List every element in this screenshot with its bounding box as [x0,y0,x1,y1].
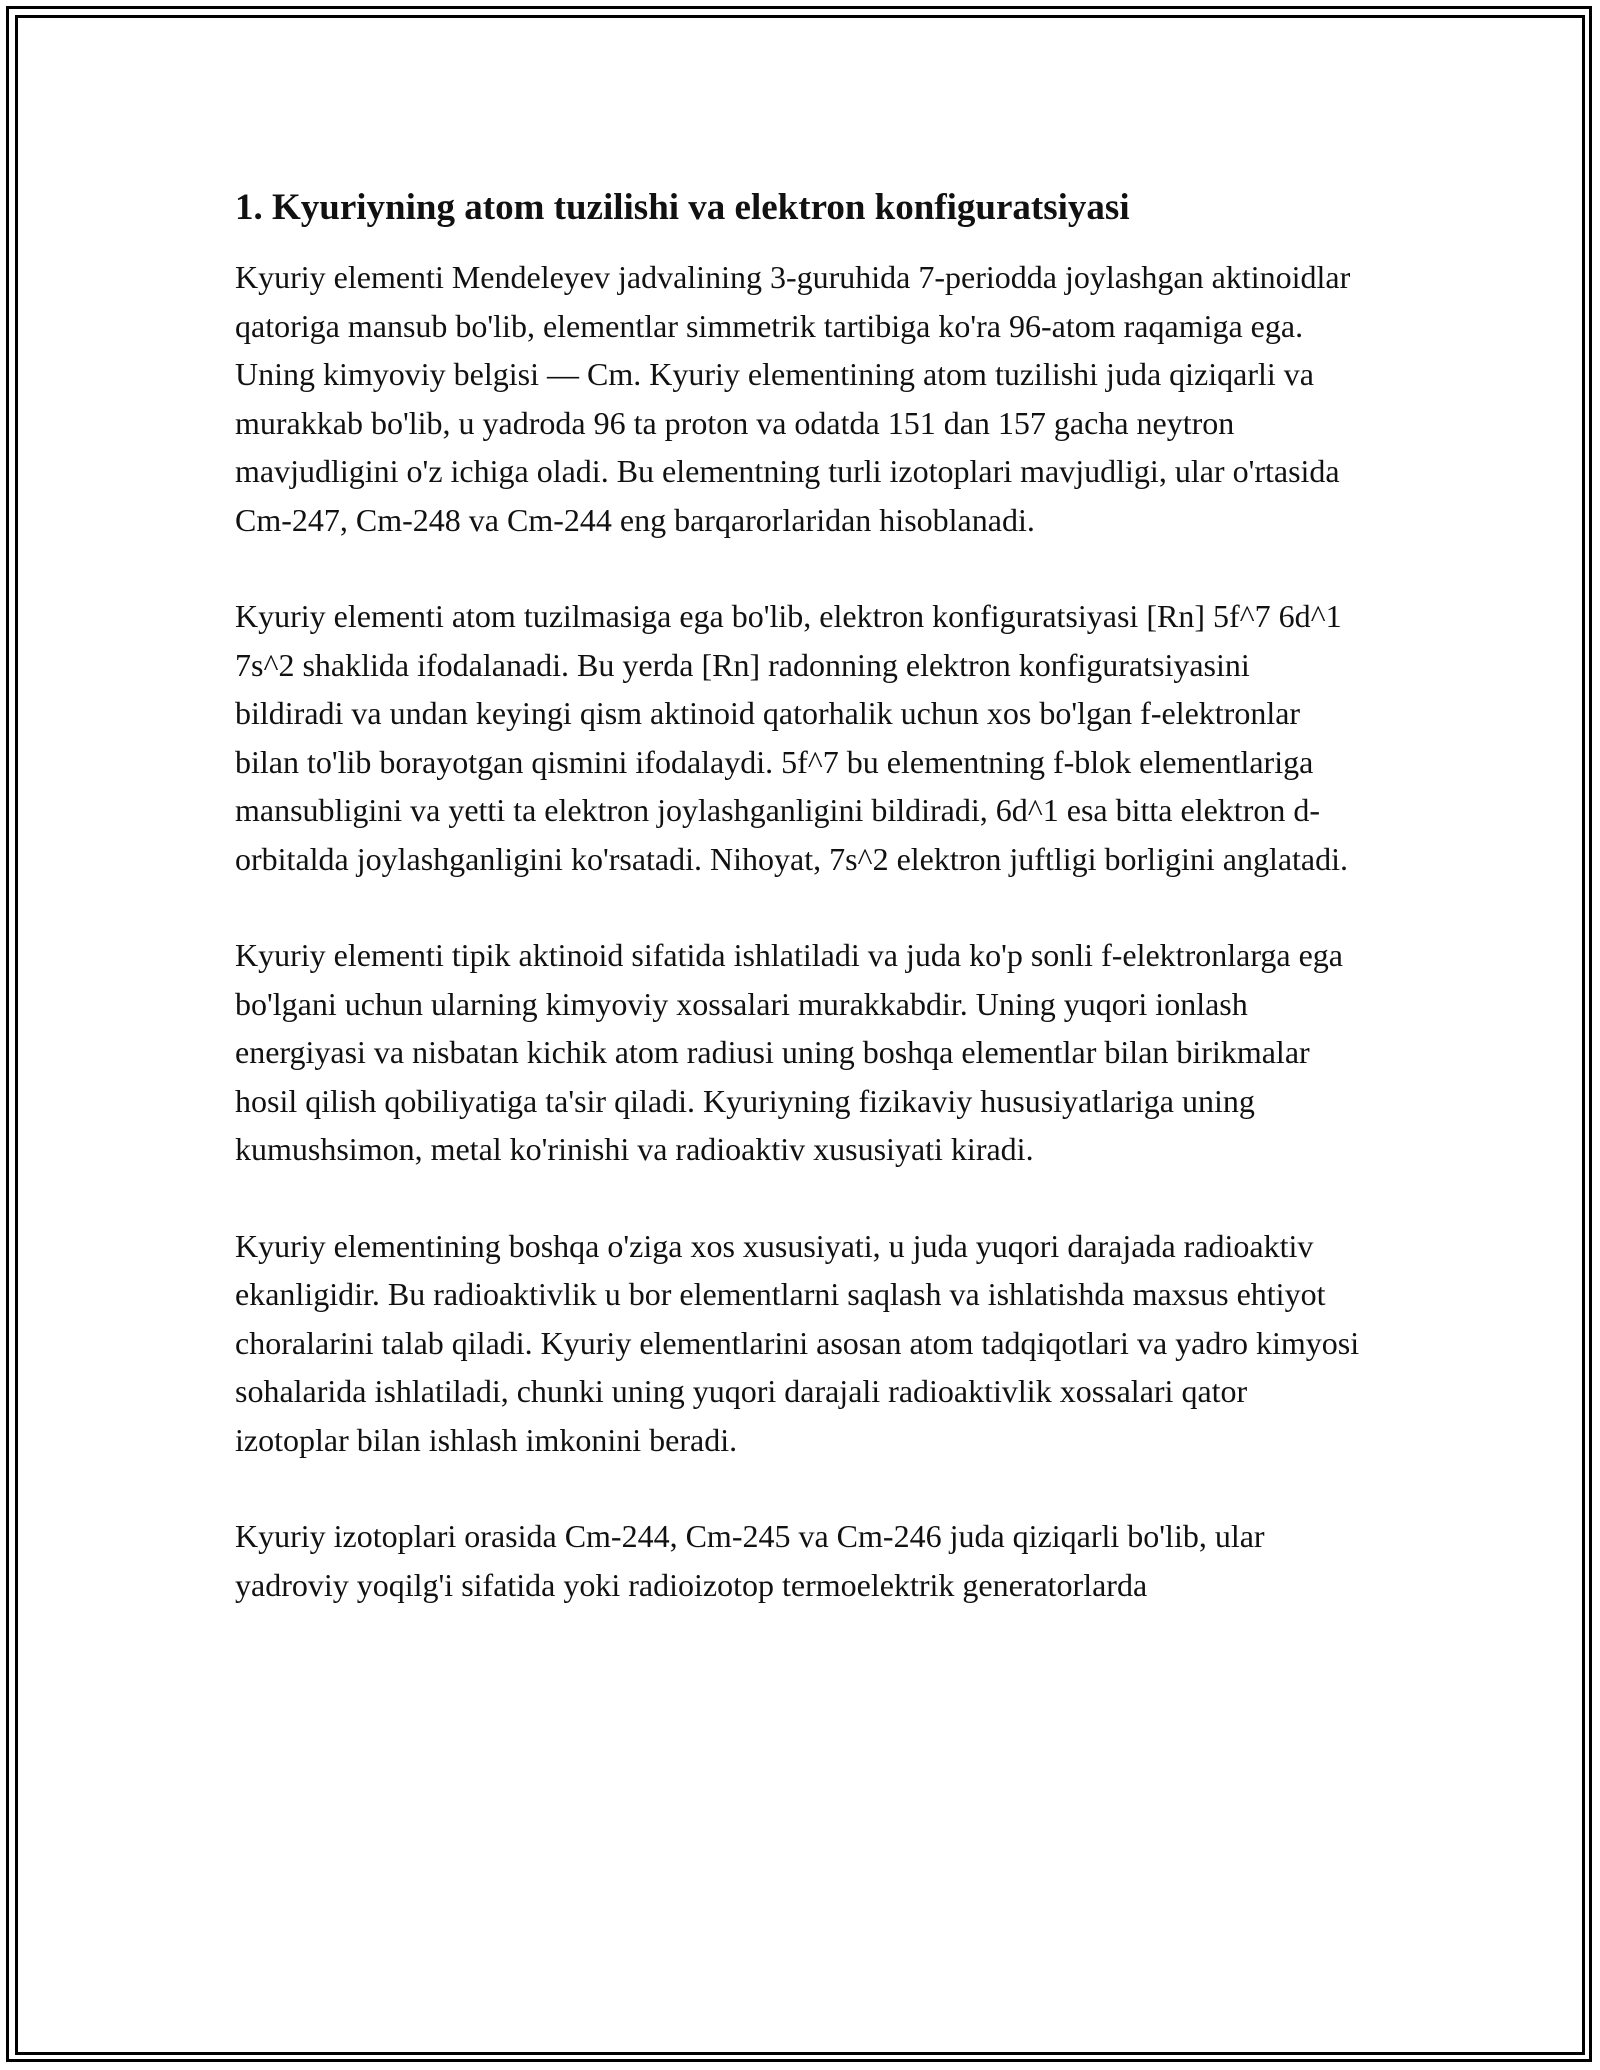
section-heading: 1. Kyuriyning atom tuzilishi va elektron konfiguratsiyasi [235,187,1130,228]
paragraph-electron-configuration: Kyuriy elementi atom tuzilmasiga ega bo'lib, elektron konfiguratsiyasi [Rn] 5f^7 6d^1 7s^2 shaklida ifodalanadi. Bu yerda [Rn] radonning elektron konfiguratsiyasini bildiradi va undan keyingi qism aktinoid qatorhalik uchun xos bo'lgan f-elektronlar bilan to'lib borayotgan qismini ifodalaydi. 5f^7 bu elementning f-blok elementlariga mansubligini va yetti ta elektron joylashganligini bildiradi, 6d^1 esa bitta elektron d-orbitalda joylashganligini ko'rsatadi. Nihoyat, 7s^2 elektron juftligi borligini anglatadi. [235,598,1349,877]
paragraph-radioactivity: Kyuriy elementining boshqa o'ziga xos xususiyati, u juda yuqori darajada radioaktiv ekanligidir. Bu radioaktivlik u bor elementlarni saqlash va ishlatishda maxsus ehtiyot choralarini talab qiladi. Kyuriy elementlarini asosan atom tadqiqotlari va yadro kimyosi sohalarida ishlatiladi, chunki uning yuqori darajali radioaktivlik xossalari qator izotoplar bilan ishlash imkonini beradi. [235,1227,1360,1458]
document-body [235,185,1365,1657]
paragraph-chemical-properties: Kyuriy elementi tipik aktinoid sifatida ishlatiladi va juda ko'p sonli f-elektronlarga ega bo'lgani uchun ularning kimyoviy xossalari murakkabdir. Uning yuqori ionlash energiyasi va nisbatan kichik atom radiusi uning boshqa elementlar bilan birikmalar hosil qilish qobiliyatiga ta'sir qiladi. Kyuriyning fizikaviy hususiyatlariga uning kumushsimon, metal ko'rinishi va radioaktiv xususiyati kiradi. [235,937,1343,1167]
paragraph-isotopes: Kyuriy izotoplari orasida Cm-244, Cm-245 va Cm-246 juda qiziqarli bo'lib, ular yadroviy yoqilg'i sifatida yoki radioizotop termoelektrik generatorlarda [235,1518,1265,1603]
paragraph-atom-structure: Kyuriy elementi Mendeleyev jadvalining 3-guruhida 7-periodda joylashgan aktinoidlar qatoriga mansub bo'lib, elementlar simmetrik tartibiga ko'ra 96-atom raqamiga ega. Uning kimyoviy belgisi — Cm. Kyuriy elementining atom tuzilishi juda qiziqarli va murakkab bo'lib, u yadroda 96 ta proton va odatda 151 dan 157 gacha neytron mavjudligini o'z ichiga oladi. Bu elementning turli izotoplari mavjudligi, ular o'rtasida Cm-247, Cm-248 va Cm-244 eng barqarorlaridan hisoblanadi. [235,259,1351,538]
